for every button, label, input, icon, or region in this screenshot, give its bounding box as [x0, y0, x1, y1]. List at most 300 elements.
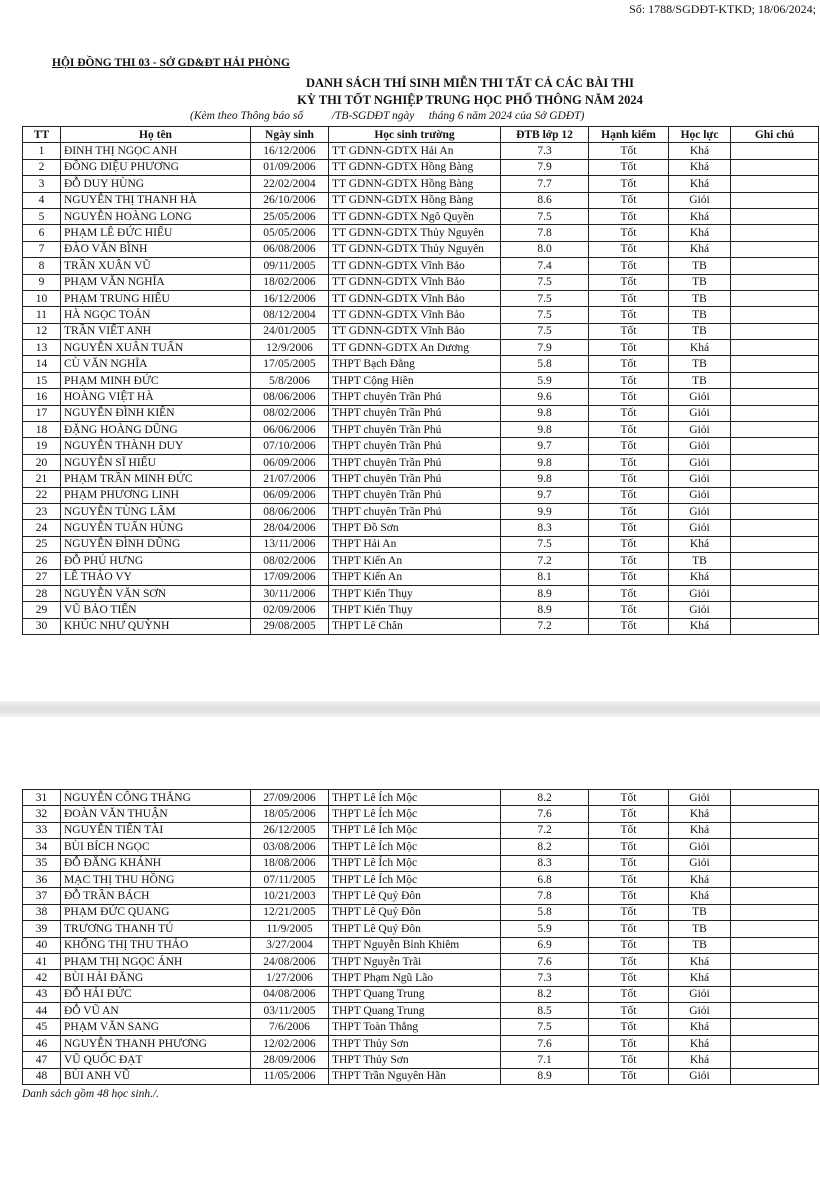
- date-of-birth: 06/09/2006: [251, 454, 329, 470]
- gpa-grade12: 7.9: [501, 340, 589, 356]
- date-of-birth: 27/09/2006: [251, 790, 329, 806]
- note-cell: [731, 822, 819, 838]
- date-of-birth: 5/8/2006: [251, 372, 329, 388]
- academic-rating: Khá: [669, 536, 731, 552]
- date-of-birth: 7/6/2006: [251, 1019, 329, 1035]
- gpa-grade12: 8.6: [501, 192, 589, 208]
- school-name: THPT chuyên Trần Phú: [329, 422, 501, 438]
- date-of-birth: 3/27/2004: [251, 937, 329, 953]
- row-number: 10: [23, 290, 61, 306]
- conduct-rating: Tốt: [589, 323, 669, 339]
- conduct-rating: Tốt: [589, 937, 669, 953]
- school-name: THPT Lê Quý Đôn: [329, 904, 501, 920]
- gpa-grade12: 7.3: [501, 970, 589, 986]
- note-cell: [731, 274, 819, 290]
- school-name: THPT chuyên Trần Phú: [329, 487, 501, 503]
- student-name: CÙ VĂN NGHĨA: [61, 356, 251, 372]
- conduct-rating: Tốt: [589, 1052, 669, 1068]
- gpa-grade12: 5.9: [501, 372, 589, 388]
- gpa-grade12: 7.5: [501, 307, 589, 323]
- note-cell: [731, 307, 819, 323]
- conduct-rating: Tốt: [589, 192, 669, 208]
- document-title-line2: KỲ THI TỐT NGHIỆP TRUNG HỌC PHỔ THÔNG NĂM 2024: [297, 93, 643, 107]
- date-of-birth: 12/9/2006: [251, 340, 329, 356]
- candidate-rows-page1: [23, 143, 819, 635]
- gpa-grade12: 9.9: [501, 503, 589, 519]
- student-name: ĐỖ HẢI ĐỨC: [61, 986, 251, 1002]
- row-number: 21: [23, 471, 61, 487]
- date-of-birth: 16/12/2006: [251, 143, 329, 159]
- school-name: THPT Toàn Thắng: [329, 1019, 501, 1035]
- conduct-rating: Tốt: [589, 454, 669, 470]
- student-name: HÀ NGỌC TOẢN: [61, 307, 251, 323]
- row-number: 48: [23, 1068, 61, 1084]
- school-name: THPT Kiến Thụy: [329, 585, 501, 601]
- row-number: 6: [23, 225, 61, 241]
- conduct-rating: Tốt: [589, 422, 669, 438]
- academic-rating: Khá: [669, 340, 731, 356]
- conduct-rating: Tốt: [589, 356, 669, 372]
- student-name: BÙI HẢI ĐĂNG: [61, 970, 251, 986]
- conduct-rating: Tốt: [589, 438, 669, 454]
- table-row: [23, 225, 819, 241]
- academic-rating: Khá: [669, 241, 731, 257]
- academic-rating: Giỏi: [669, 520, 731, 536]
- header-dob: Ngày sinh: [251, 127, 329, 143]
- conduct-rating: Tốt: [589, 536, 669, 552]
- note-cell: [731, 1052, 819, 1068]
- academic-rating: Khá: [669, 159, 731, 175]
- table-row: [23, 953, 819, 969]
- academic-rating: Giỏi: [669, 487, 731, 503]
- gpa-grade12: 7.8: [501, 888, 589, 904]
- date-of-birth: 06/08/2006: [251, 241, 329, 257]
- academic-rating: TB: [669, 904, 731, 920]
- row-number: 18: [23, 422, 61, 438]
- school-name: TT GDNN-GDTX Vĩnh Bảo: [329, 274, 501, 290]
- student-name: PHẠM TRẦN MINH ĐỨC: [61, 471, 251, 487]
- table-row: [23, 389, 819, 405]
- academic-rating: Khá: [669, 618, 731, 634]
- page-break-band: [0, 701, 820, 717]
- header-note: Ghi chú: [731, 127, 819, 143]
- note-cell: [731, 871, 819, 887]
- academic-rating: Khá: [669, 953, 731, 969]
- academic-rating: TB: [669, 290, 731, 306]
- gpa-grade12: 8.2: [501, 986, 589, 1002]
- date-of-birth: 08/06/2006: [251, 389, 329, 405]
- school-name: THPT chuyên Trần Phú: [329, 454, 501, 470]
- school-name: TT GDNN-GDTX Thủy Nguyên: [329, 225, 501, 241]
- header-academic: Học lực: [669, 127, 731, 143]
- conduct-rating: Tốt: [589, 143, 669, 159]
- student-name: VŨ BẢO TIẾN: [61, 602, 251, 618]
- note-cell: [731, 1068, 819, 1084]
- academic-rating: Khá: [669, 871, 731, 887]
- table-row: [23, 1052, 819, 1068]
- student-name: PHẠM PHƯƠNG LINH: [61, 487, 251, 503]
- note-cell: [731, 192, 819, 208]
- academic-rating: Khá: [669, 1035, 731, 1051]
- academic-rating: Khá: [669, 888, 731, 904]
- gpa-grade12: 7.9: [501, 159, 589, 175]
- gpa-grade12: 9.8: [501, 422, 589, 438]
- conduct-rating: Tốt: [589, 340, 669, 356]
- date-of-birth: 18/02/2006: [251, 274, 329, 290]
- gpa-grade12: 8.3: [501, 855, 589, 871]
- note-cell: [731, 503, 819, 519]
- academic-rating: Giỏi: [669, 602, 731, 618]
- note-cell: [731, 176, 819, 192]
- gpa-grade12: 7.5: [501, 536, 589, 552]
- row-number: 33: [23, 822, 61, 838]
- conduct-rating: Tốt: [589, 1003, 669, 1019]
- note-cell: [731, 1019, 819, 1035]
- table-row: [23, 143, 819, 159]
- gpa-grade12: 7.6: [501, 953, 589, 969]
- academic-rating: Khá: [669, 176, 731, 192]
- school-name: THPT Thủy Sơn: [329, 1052, 501, 1068]
- student-name: PHẠM ĐỨC QUANG: [61, 904, 251, 920]
- note-cell: [731, 471, 819, 487]
- table-row: [23, 520, 819, 536]
- school-name: THPT Quang Trung: [329, 986, 501, 1002]
- conduct-rating: Tốt: [589, 602, 669, 618]
- date-of-birth: 07/10/2006: [251, 438, 329, 454]
- school-name: TT GDNN-GDTX Ngô Quyền: [329, 208, 501, 224]
- note-cell: [731, 159, 819, 175]
- gpa-grade12: 7.5: [501, 208, 589, 224]
- school-name: THPT chuyên Trần Phú: [329, 503, 501, 519]
- student-name: KHÚC NHƯ QUỲNH: [61, 618, 251, 634]
- gpa-grade12: 7.2: [501, 618, 589, 634]
- academic-rating: Giỏi: [669, 438, 731, 454]
- academic-rating: Giỏi: [669, 585, 731, 601]
- note-cell: [731, 520, 819, 536]
- gpa-grade12: 5.8: [501, 356, 589, 372]
- school-name: THPT Lê Ích Mộc: [329, 806, 501, 822]
- date-of-birth: 1/27/2006: [251, 970, 329, 986]
- conduct-rating: Tốt: [589, 258, 669, 274]
- conduct-rating: Tốt: [589, 888, 669, 904]
- student-name: HOÀNG VIỆT HÀ: [61, 389, 251, 405]
- row-number: 44: [23, 1003, 61, 1019]
- school-name: TT GDNN-GDTX Vĩnh Bảo: [329, 290, 501, 306]
- gpa-grade12: 8.5: [501, 1003, 589, 1019]
- gpa-grade12: 9.8: [501, 454, 589, 470]
- row-number: 15: [23, 372, 61, 388]
- student-name: PHẠM VĂN NGHĨA: [61, 274, 251, 290]
- academic-rating: TB: [669, 323, 731, 339]
- table-row: [23, 208, 819, 224]
- student-name: NGUYỄN HOÀNG LONG: [61, 208, 251, 224]
- student-name: ĐOÀN VĂN THUẬN: [61, 806, 251, 822]
- school-name: TT GDNN-GDTX Hồng Bàng: [329, 192, 501, 208]
- student-name: PHẠM LÊ ĐỨC HIẾU: [61, 225, 251, 241]
- table-row: [23, 839, 819, 855]
- table-row: [23, 986, 819, 1002]
- academic-rating: Khá: [669, 225, 731, 241]
- school-name: THPT Kiến An: [329, 569, 501, 585]
- row-number: 39: [23, 921, 61, 937]
- conduct-rating: Tốt: [589, 970, 669, 986]
- gpa-grade12: 7.6: [501, 806, 589, 822]
- candidate-table-page1: [22, 126, 819, 635]
- note-cell: [731, 855, 819, 871]
- note-cell: [731, 454, 819, 470]
- list-summary-note: Danh sách gồm 48 học sinh./.: [22, 1088, 160, 1100]
- date-of-birth: 06/06/2006: [251, 422, 329, 438]
- header-name: Họ tên: [61, 127, 251, 143]
- student-name: NGUYỄN TÙNG LÂM: [61, 503, 251, 519]
- student-name: NGUYỄN XUÂN TUẤN: [61, 340, 251, 356]
- gpa-grade12: 7.5: [501, 290, 589, 306]
- school-name: TT GDNN-GDTX Hải An: [329, 143, 501, 159]
- row-number: 25: [23, 536, 61, 552]
- row-number: 30: [23, 618, 61, 634]
- table-row: [23, 422, 819, 438]
- student-name: NGUYỄN THÀNH DUY: [61, 438, 251, 454]
- student-name: LÊ THẢO VY: [61, 569, 251, 585]
- student-name: NGUYỄN THỊ THANH HÀ: [61, 192, 251, 208]
- conduct-rating: Tốt: [589, 372, 669, 388]
- note-cell: [731, 372, 819, 388]
- note-cell: [731, 602, 819, 618]
- student-name: BÙI ANH VŨ: [61, 1068, 251, 1084]
- table-row: [23, 405, 819, 421]
- exam-council-name: HỘI ĐỒNG THI 03 - SỞ GD&ĐT HẢI PHÒNG: [52, 57, 290, 69]
- school-name: THPT Nguyễn Bỉnh Khiêm: [329, 937, 501, 953]
- student-name: NGUYỄN SĨ HIẾU: [61, 454, 251, 470]
- student-name: TRƯƠNG THANH TÚ: [61, 921, 251, 937]
- row-number: 41: [23, 953, 61, 969]
- table-row: [23, 438, 819, 454]
- date-of-birth: 13/11/2006: [251, 536, 329, 552]
- school-name: THPT Lê Ích Mộc: [329, 855, 501, 871]
- table-row: [23, 822, 819, 838]
- conduct-rating: Tốt: [589, 904, 669, 920]
- note-cell: [731, 553, 819, 569]
- header-gpa: ĐTB lớp 12: [501, 127, 589, 143]
- conduct-rating: Tốt: [589, 389, 669, 405]
- academic-rating: TB: [669, 258, 731, 274]
- school-name: THPT Quang Trung: [329, 1003, 501, 1019]
- date-of-birth: 22/02/2004: [251, 176, 329, 192]
- date-of-birth: 03/11/2005: [251, 1003, 329, 1019]
- table-row: [23, 241, 819, 257]
- student-name: NGUYỄN TIẾN TÀI: [61, 822, 251, 838]
- note-cell: [731, 422, 819, 438]
- student-name: ĐỖ VŨ AN: [61, 1003, 251, 1019]
- conduct-rating: Tốt: [589, 274, 669, 290]
- row-number: 17: [23, 405, 61, 421]
- academic-rating: Giỏi: [669, 454, 731, 470]
- school-name: THPT Lê Ích Mộc: [329, 839, 501, 855]
- academic-rating: Giỏi: [669, 405, 731, 421]
- academic-rating: Giỏi: [669, 192, 731, 208]
- note-cell: [731, 143, 819, 159]
- row-number: 3: [23, 176, 61, 192]
- student-name: ĐỖ DUY HÙNG: [61, 176, 251, 192]
- date-of-birth: 29/08/2005: [251, 618, 329, 634]
- conduct-rating: Tốt: [589, 839, 669, 855]
- date-of-birth: 24/08/2006: [251, 953, 329, 969]
- student-name: PHẠM MINH ĐỨC: [61, 372, 251, 388]
- academic-rating: Giỏi: [669, 986, 731, 1002]
- conduct-rating: Tốt: [589, 1035, 669, 1051]
- table-row: [23, 904, 819, 920]
- student-name: NGUYỄN ĐÌNH DŨNG: [61, 536, 251, 552]
- conduct-rating: Tốt: [589, 159, 669, 175]
- student-name: ĐỖ PHÚ HƯNG: [61, 553, 251, 569]
- row-number: 40: [23, 937, 61, 953]
- academic-rating: TB: [669, 356, 731, 372]
- date-of-birth: 08/06/2006: [251, 503, 329, 519]
- gpa-grade12: 7.6: [501, 1035, 589, 1051]
- date-of-birth: 18/05/2006: [251, 806, 329, 822]
- note-cell: [731, 225, 819, 241]
- gpa-grade12: 7.5: [501, 1019, 589, 1035]
- table-row: [23, 806, 819, 822]
- table-row: [23, 970, 819, 986]
- conduct-rating: Tốt: [589, 871, 669, 887]
- student-name: NGUYỄN ĐÌNH KIÊN: [61, 405, 251, 421]
- conduct-rating: Tốt: [589, 176, 669, 192]
- candidate-rows-page2: [23, 790, 819, 1085]
- student-name: ĐÀO VĂN BÌNH: [61, 241, 251, 257]
- school-name: THPT Thủy Sơn: [329, 1035, 501, 1051]
- table-row: [23, 454, 819, 470]
- table-row: [23, 307, 819, 323]
- table-row: [23, 159, 819, 175]
- date-of-birth: 08/12/2004: [251, 307, 329, 323]
- conduct-rating: Tốt: [589, 503, 669, 519]
- school-name: TT GDNN-GDTX An Dương: [329, 340, 501, 356]
- row-number: 27: [23, 569, 61, 585]
- table-row: [23, 569, 819, 585]
- row-number: 47: [23, 1052, 61, 1068]
- table-row: [23, 937, 819, 953]
- document-title-line1: DANH SÁCH THÍ SINH MIỄN THI TẤT CẢ CÁC BÀI THI: [305, 76, 635, 90]
- gpa-grade12: 8.0: [501, 241, 589, 257]
- row-number: 16: [23, 389, 61, 405]
- table-row: [23, 1003, 819, 1019]
- note-cell: [731, 790, 819, 806]
- conduct-rating: Tốt: [589, 307, 669, 323]
- school-name: TT GDNN-GDTX Vĩnh Bảo: [329, 258, 501, 274]
- note-cell: [731, 208, 819, 224]
- table-row: [23, 274, 819, 290]
- conduct-rating: Tốt: [589, 1019, 669, 1035]
- date-of-birth: 08/02/2006: [251, 553, 329, 569]
- table-row: [23, 602, 819, 618]
- academic-rating: TB: [669, 307, 731, 323]
- note-cell: [731, 356, 819, 372]
- school-name: THPT Lê Ích Mộc: [329, 790, 501, 806]
- gpa-grade12: 7.2: [501, 553, 589, 569]
- student-name: NGUYỄN VĂN SƠN: [61, 585, 251, 601]
- table-row: [23, 888, 819, 904]
- table-row: [23, 323, 819, 339]
- row-number: 2: [23, 159, 61, 175]
- school-name: THPT chuyên Trần Phú: [329, 471, 501, 487]
- date-of-birth: 03/08/2006: [251, 839, 329, 855]
- conduct-rating: Tốt: [589, 553, 669, 569]
- row-number: 9: [23, 274, 61, 290]
- table-row: [23, 855, 819, 871]
- date-of-birth: 28/04/2006: [251, 520, 329, 536]
- academic-rating: TB: [669, 274, 731, 290]
- date-of-birth: 30/11/2006: [251, 585, 329, 601]
- school-name: THPT Lê Quý Đôn: [329, 888, 501, 904]
- note-cell: [731, 904, 819, 920]
- academic-rating: TB: [669, 921, 731, 937]
- conduct-rating: Tốt: [589, 855, 669, 871]
- header-conduct: Hạnh kiểm: [589, 127, 669, 143]
- conduct-rating: Tốt: [589, 618, 669, 634]
- note-cell: [731, 888, 819, 904]
- conduct-rating: Tốt: [589, 225, 669, 241]
- date-of-birth: 09/11/2005: [251, 258, 329, 274]
- academic-rating: Khá: [669, 1052, 731, 1068]
- student-name: VŨ QUỐC ĐẠT: [61, 1052, 251, 1068]
- gpa-grade12: 9.6: [501, 389, 589, 405]
- note-cell: [731, 258, 819, 274]
- note-cell: [731, 986, 819, 1002]
- student-name: ĐỒNG DIỆU PHƯƠNG: [61, 159, 251, 175]
- gpa-grade12: 5.9: [501, 921, 589, 937]
- gpa-grade12: 8.1: [501, 569, 589, 585]
- note-cell: [731, 839, 819, 855]
- row-number: 22: [23, 487, 61, 503]
- gpa-grade12: 8.3: [501, 520, 589, 536]
- gpa-grade12: 6.9: [501, 937, 589, 953]
- note-cell: [731, 290, 819, 306]
- school-name: TT GDNN-GDTX Vĩnh Bảo: [329, 307, 501, 323]
- row-number: 1: [23, 143, 61, 159]
- school-name: THPT chuyên Trần Phú: [329, 405, 501, 421]
- row-number: 8: [23, 258, 61, 274]
- note-cell: [731, 389, 819, 405]
- note-cell: [731, 618, 819, 634]
- conduct-rating: Tốt: [589, 1068, 669, 1084]
- date-of-birth: 12/02/2006: [251, 1035, 329, 1051]
- conduct-rating: Tốt: [589, 208, 669, 224]
- academic-rating: Giỏi: [669, 503, 731, 519]
- academic-rating: Khá: [669, 569, 731, 585]
- header-tt: TT: [23, 127, 61, 143]
- school-name: THPT Lê Quý Đôn: [329, 921, 501, 937]
- table-row: [23, 1035, 819, 1051]
- student-name: PHẠM VĂN SANG: [61, 1019, 251, 1035]
- note-cell: [731, 241, 819, 257]
- school-name: TT GDNN-GDTX Hồng Bàng: [329, 176, 501, 192]
- date-of-birth: 05/05/2006: [251, 225, 329, 241]
- note-cell: [731, 1035, 819, 1051]
- note-cell: [731, 806, 819, 822]
- date-of-birth: 24/01/2005: [251, 323, 329, 339]
- academic-rating: TB: [669, 553, 731, 569]
- date-of-birth: 01/09/2006: [251, 159, 329, 175]
- document-reference: Số: 1788/SGDĐT-KTKD; 18/06/2024;: [629, 2, 816, 16]
- table-row: [23, 372, 819, 388]
- note-cell: [731, 323, 819, 339]
- note-cell: [731, 585, 819, 601]
- row-number: 5: [23, 208, 61, 224]
- student-name: NGUYỄN THANH PHƯƠNG: [61, 1035, 251, 1051]
- date-of-birth: 12/21/2005: [251, 904, 329, 920]
- conduct-rating: Tốt: [589, 921, 669, 937]
